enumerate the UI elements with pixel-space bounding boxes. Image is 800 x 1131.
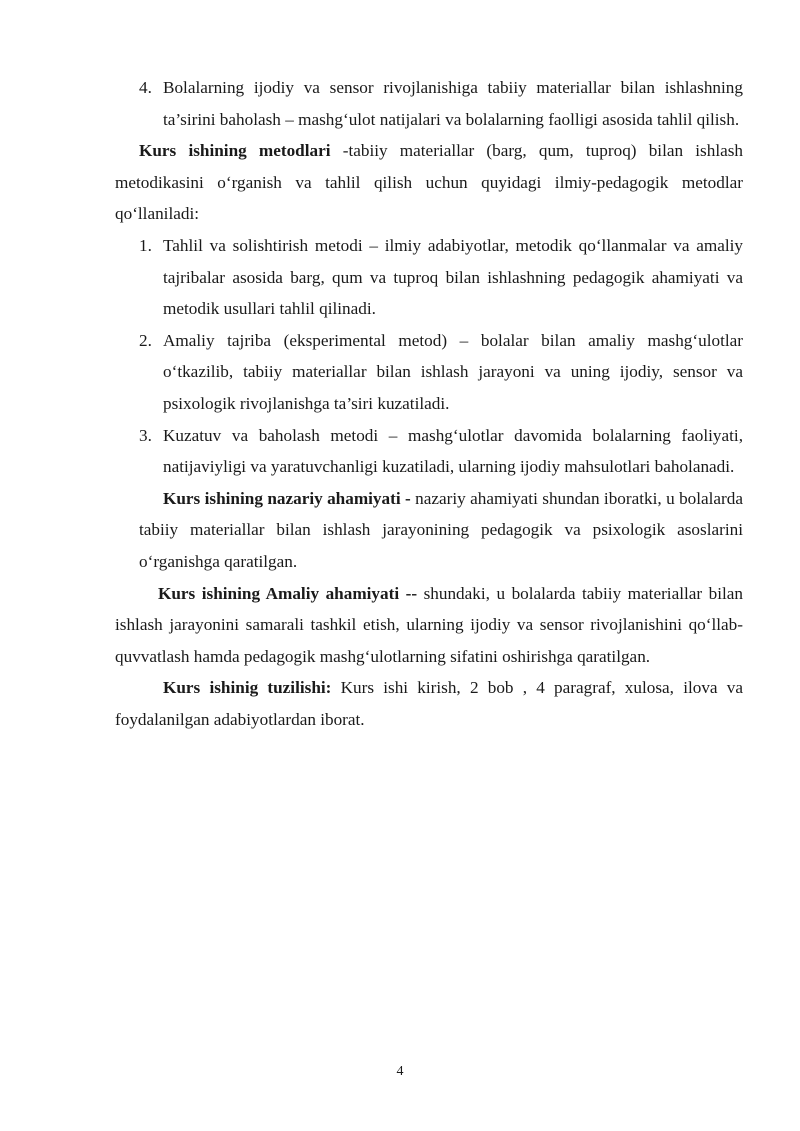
practical-text: shundaki, u bolalarda tabiiy materiallar bilan ishlash jarayonini samarali tashkil etish, ularning ijodiy va sensor rivojlanishini qo‘llab-quvvatlash hamda pedagogik mashg‘ulotlarning sifatini oshirishga qaratilgan. — [115, 583, 743, 666]
list-text: Bolalarning ijodiy va sensor rivojlanishiga tabiiy materiallar bilan ishlashning ta’sirini baholash – mashg‘ulot natijalari va bolalarning faolligi asosida tahlil qilish. — [163, 78, 743, 129]
list-number: 2. — [139, 330, 152, 350]
structure-heading: Kurs ishinig tuzilishi: — [163, 678, 332, 698]
list-number: 3. — [139, 425, 152, 445]
method-item-3 — [115, 420, 743, 483]
page-number: 4 — [396, 1064, 404, 1079]
methods-text: -tabiiy materiallar (barg, qum, tuproq) bilan ishlash metodikasini o‘rganish va tahlil qilish uchun quyidagi ilmiy-pedagogik metodlar qo‘llaniladi: — [115, 141, 744, 224]
practical-heading: Kurs ishining Amaliy ahamiyati -- — [158, 583, 418, 603]
list-text: Kuzatuv va baholash metodi – mashg‘ulotlar davomida bolalarning faoliyati, natijaviyligi va yaratuvchanligi kuzatiladi, ularning ijodiy mahsulotlari baholanadi. — [163, 425, 743, 477]
list-text: Amaliy tajriba (eksperimental metod) – bolalar bilan amaliy mashg‘ulotlar o‘tkazilib, tabiiy materiallar bilan ishlash jarayoni va uning ijodiy, sensor va psixologik rivojlanishga ta’siri kuzatiladi. — [163, 330, 743, 413]
structure-text: Kurs ishi kirish, 2 bob , 4 paragraf, xulosa, ilova va foydalanilgan adabiyotlardan iborat. — [115, 678, 743, 729]
method-item-2 — [115, 325, 743, 420]
theoretical-paragraph — [115, 483, 743, 578]
list-number: 4. — [139, 78, 152, 97]
list-text: Tahlil va solishtirish metodi – ilmiy adabiyotlar, metodik qo‘llanmalar va amaliy tajribalar asosida barg, qum va tuproq bilan ishlashning pedagogik ahamiyati va metodik usullari tahlil qilinadi. — [163, 235, 743, 319]
practical-paragraph — [115, 578, 743, 673]
list-number: 1. — [139, 235, 152, 255]
methods-paragraph — [115, 135, 743, 230]
document-page — [115, 72, 743, 735]
list-item-objective-4 — [115, 72, 743, 135]
structure-paragraph — [115, 672, 743, 735]
methods-heading: Kurs ishining metodlari — [139, 141, 331, 161]
method-item-1 — [115, 230, 743, 325]
theoretical-text: nazariy ahamiyati shundan iboratki, u bolalarda tabiiy materiallar bilan ishlash jarayonining pedagogik va psixologik asoslarini o‘rganishga qaratilgan. — [139, 488, 744, 571]
theoretical-heading: Kurs ishining nazariy ahamiyati - — [163, 488, 411, 508]
